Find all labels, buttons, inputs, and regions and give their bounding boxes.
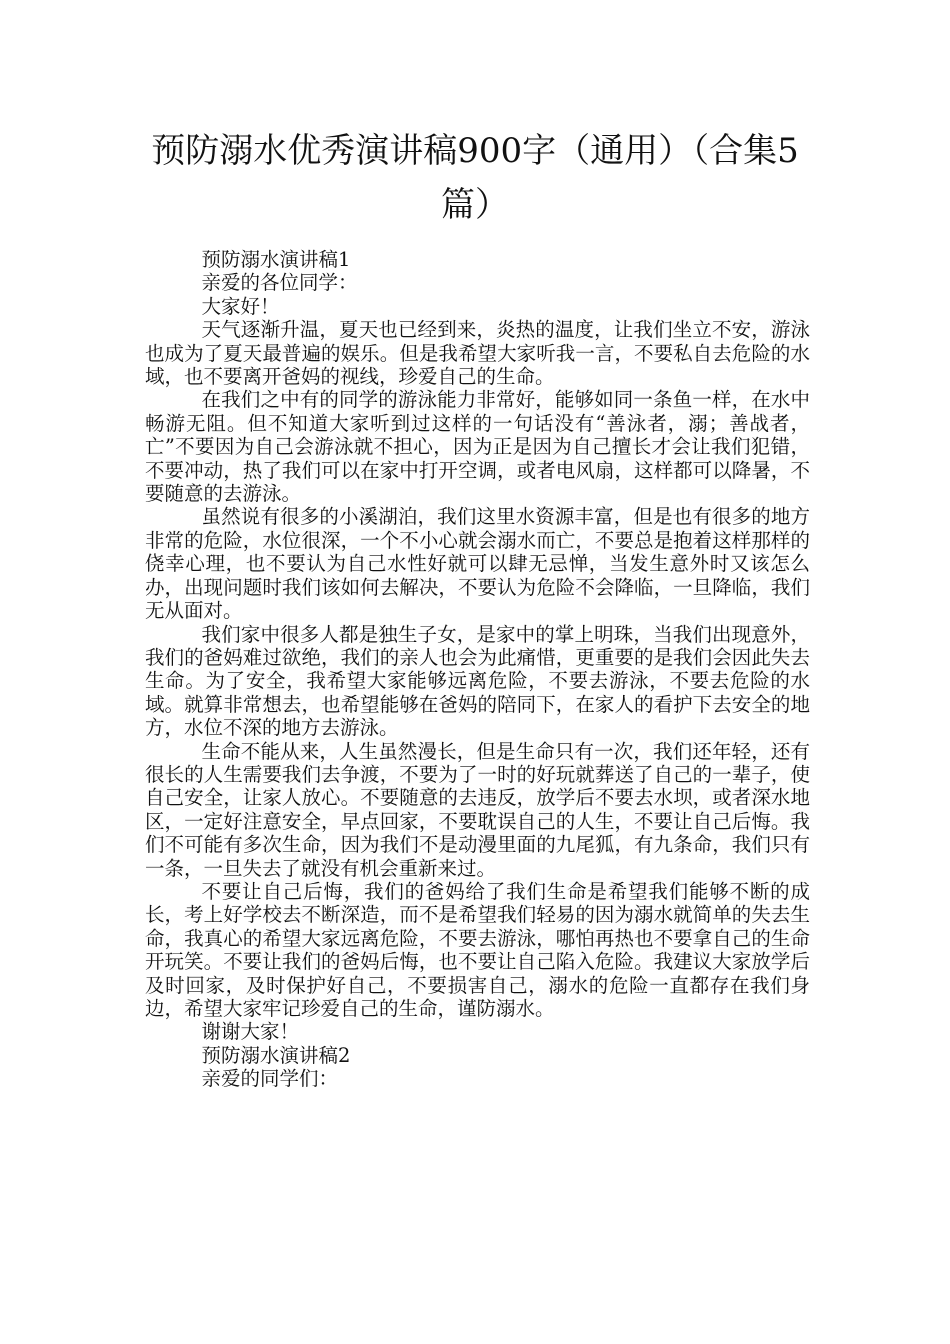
greeting: 大家好！ (201, 294, 280, 318)
paragraph: 在我们之中有的同学的游泳能力非常好，能够如同一条鱼一样，在水中畅游无阻。但不知道大家听到过这样的一句话没有“善泳者，溺；善战者，亡”不要因为自己会游泳就不担心，因为正是因为自己擅长才会让我们犯错，不要冲动，热了我们可以在家中打开空调，或者电风扇，这样都可以降暑，不要随意的去游泳。 (145, 388, 810, 506)
paragraph: 天气逐渐升温，夏天也已经到来，炎热的温度，让我们坐立不安，游泳也成为了夏天最普遍的娱乐。但是我希望大家听我一言，不要私自去危险的水域，也不要离开爸妈的视线，珍爱自己的生命。 (145, 318, 810, 389)
document-title: 预防溺水优秀演讲稿900字（通用）（合集5篇） (151, 131, 799, 225)
salutation: 亲爱的各位同学： (201, 271, 358, 295)
paragraph: 虽然说有很多的小溪湖泊，我们这里水资源丰富，但是也有很多的地方非常的危险，水位很深，一个不小心就会溺水而亡，不要总是抱着这样那样的侥幸心理，也不要认为自己水性好就可以肆无忌惮，当发生意外时又该怎么办，出现问题时我们该如何去解决，不要认为危险不会降临，一旦降临，我们无从面对。 (145, 505, 810, 623)
paragraph: 不要让自己后悔，我们的爸妈给了我们生命是希望我们能够不断的成长，考上好学校去不断深造，而不是希望我们轻易的因为溺水就简单的失去生命，我真心的希望大家远离危险，不要去游泳，哪怕再热也不要拿自己的生命开玩笑。不要让我们的爸妈后悔，也不要让自己陷入危险。我建议大家放学后及时回家，及时保护好自己，不要损害自己，溺水的危险一直都存在我们身边，希望大家牢记珍爱自己的生命，谨防溺水。 (145, 879, 810, 1020)
closing: 谢谢大家！ (201, 1020, 300, 1044)
section-heading-1: 预防溺水演讲稿1 (201, 248, 351, 271)
document-body (145, 248, 810, 1091)
salutation: 亲爱的同学们： (201, 1067, 339, 1091)
section-heading-2: 预防溺水演讲稿2 (201, 1043, 351, 1067)
paragraph: 生命不能从来，人生虽然漫长，但是生命只有一次，我们还年轻，还有很长的人生需要我们去争渡，不要为了一时的好玩就葬送了自己的一辈子，使自己安全，让家人放心。不要随意的去违反，放学后不要去水坝，或者深水地区，一定好注意安全，早点回家，不要耽误自己的人生，不要让自己后悔。我们不可能有多次生命，因为我们不是动漫里面的九尾狐，有九条命，我们只有一条，一旦失去了就没有机会重新来过。 (145, 739, 810, 880)
paragraph: 我们家中很多人都是独生子女，是家中的掌上明珠，当我们出现意外，我们的爸妈难过欲绝，我们的亲人也会为此痛惜，更重要的是我们会因此失去生命。为了安全，我希望大家能够远离危险，不要去游泳，不要去危险的水域。就算非常想去，也希望能够在爸妈的陪同下，在家人的看护下去安全的地方，水位不深的地方去游泳。 (145, 622, 810, 740)
